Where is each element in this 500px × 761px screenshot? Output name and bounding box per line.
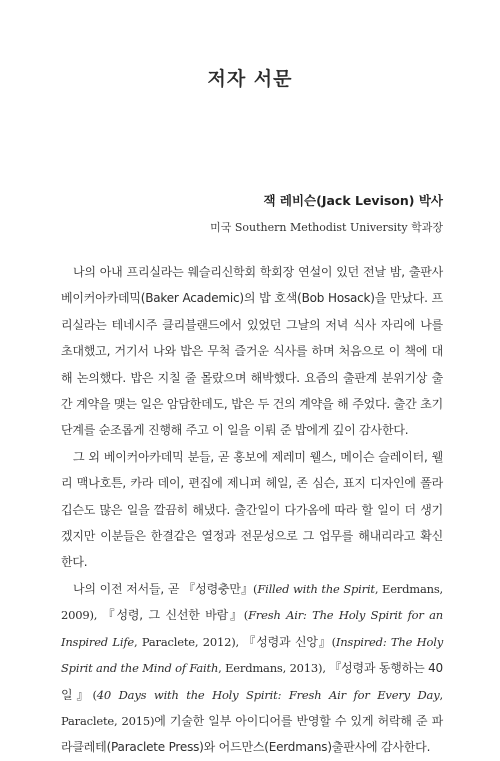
paragraph-acknowledgment-1: 나의 아내 프리실라는 웨슬리신학회 학회장 연설이 있던 전날 밤, 출판사 베이커아카데믹(Baker Academic)의 밥 호색(Bob Hosack)을 만났다. 프리실라는 테네시주 클리블랜드에서 있었던 그날의 저녁 식사 자리에 나를 초대했고, 거기서 나와 밥은 무척 즐거운 식사를 하며 처음으로 이 책에 대해 논의했다. 밥은 지칠 줄 몰랐으며 해박했다. 요즘의 출판계 분위기상 출간 계약을 맺는 일은 암담한데도, 밥은 두 건의 계약을 해 주었다. 출간 초기 단계를 순조롭게 진행해 주고 이 일을 이뤄 준 밥에게 깊이 감사한다. — [61, 265, 443, 438]
book-english-title-4: 40 Days with the Holy Spirit: Fresh Air for Every Day — [96, 687, 440, 702]
author-affiliation: 미국 Southern Methodist University 학과장 — [210, 221, 443, 234]
ref-intro: 나의 이전 저서들, 곧 — [73, 581, 184, 596]
book-publisher-3: , Eerdmans, 2013), — [218, 661, 330, 676]
book-publisher-1: , Eerdmans, 2009), — [61, 581, 443, 623]
ref-outro: 에 기술한 일부 아이디어를 반영할 수 있게 허락해 준 파라클레테(Paraclete Press)와 어드만스(Eerdmans)출판사에 감사한다. — [61, 713, 443, 755]
book-title-3: 『성령과 신앙』 — [243, 634, 332, 649]
paragraph-acknowledgment-2: 그 외 베이커아카데믹 분들, 곧 홍보에 제레미 웰스, 메이슨 슬레이터, 웰리 맥나호튼, 카라 데이, 편집에 제니퍼 헤일, 존 심슨, 표지 디자인에 폴라 깁슨도 많은 일을 깔끔히 해냈다. 출간일이 다가옴에 따라 할 일이 더 생기겠지만 이분들은 한결같은 열정과 전문성으로 그 업무를 해내리라고 확신한다. — [61, 449, 443, 570]
preface-body — [61, 259, 443, 761]
book-title-1: 『성령충만』 — [183, 581, 254, 596]
book-title-4: 『성령과 동행하는 40일』 — [61, 661, 443, 702]
book-english-title-1: Filled with the Spirit — [257, 581, 375, 596]
book-publisher-2: , Paraclete, 2012), — [133, 634, 244, 649]
paragraph-acknowledgment-3: 나의 이전 저서들, 곧 『성령충만』(Filled with the Spirit, Eerdmans, 2009), 『성령, 그 신선한 바람』(Fresh Air: The Holy Spirit for an Inspired Life, Paraclete, 2012), 『성령과 신앙』(Inspired: The Holy Spirit and the Mind of Faith, Eerdmans, 2013), 『성령과 동행하는 40일』(40 Days with the Holy Spirit: Fresh Air for Every Day, Paraclete, 2015)에 기술한 일부 아이디어를 반영할 수 있게 허락해 준 파라클레테(Paraclete Press)와 어드만스(Eerdmans)출판사에 감사한다. — [61, 581, 443, 755]
page-title: 저자 서문 — [207, 68, 293, 90]
book-english-title-3: Inspired: The Holy Spirit and the Mind of Faith — [61, 634, 443, 676]
book-title-2: 『성령, 그 신선한 바람』 — [102, 608, 244, 623]
author-name: 잭 레비슨(Jack Levison) 박사 — [263, 193, 443, 208]
book-publisher-4: , Paraclete, 2015) — [61, 687, 443, 728]
book-english-title-2: Fresh Air: The Holy Spirit for an Inspired Life — [61, 608, 443, 649]
